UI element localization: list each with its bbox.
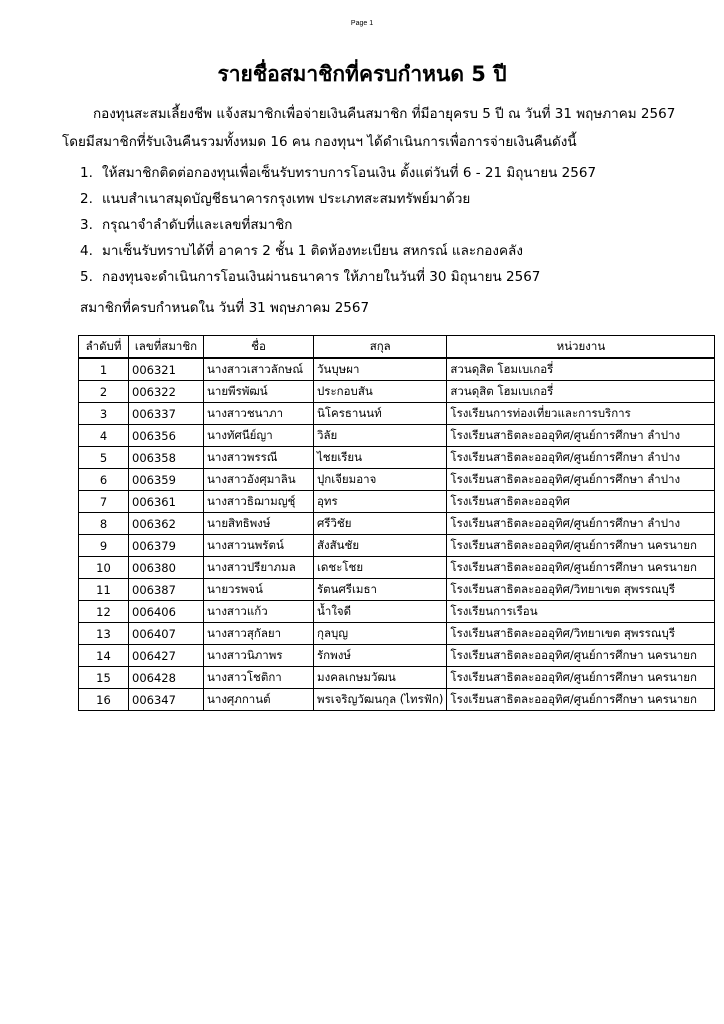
table-row: [79, 513, 715, 535]
cell-last-name: วันบุษผา: [314, 358, 447, 381]
cell-department: โรงเรียนสาธิตละอออุทิศ/วิทยาเขต สุพรรณบุรี: [447, 623, 715, 645]
intro-line: โดยมีสมาชิกที่รับเงินคืนรวมทั้งหมด 16 คน กองทุนฯ ได้ดำเนินการเพื่อการจ่ายเงินคืนดังนี้: [62, 134, 577, 150]
cell-member-id: 006358: [129, 447, 204, 469]
member-table: [78, 335, 715, 711]
cell-member-id: 006406: [129, 601, 204, 623]
table-header-row: [79, 336, 715, 359]
header-last-name: สกุล: [314, 336, 447, 359]
cell-department: โรงเรียนสาธิตละอออุทิศ/ศูนย์การศึกษา ลำปาง: [447, 469, 715, 491]
cell-order: 14: [79, 645, 129, 667]
cell-department: โรงเรียนสาธิตละอออุทิศ/ศูนย์การศึกษา นครนายก: [447, 667, 715, 689]
cell-order: 10: [79, 557, 129, 579]
cell-first-name: นางสาวพรรณี: [204, 447, 314, 469]
cell-last-name: วิลัย: [314, 425, 447, 447]
cell-last-name: ศรีวิชัย: [314, 513, 447, 535]
cell-last-name: เดชะโชย: [314, 557, 447, 579]
cell-order: 4: [79, 425, 129, 447]
cell-first-name: นางทัศนีย์ญา: [204, 425, 314, 447]
cell-last-name: กุลบุญ: [314, 623, 447, 645]
header-department: หน่วยงาน: [447, 336, 715, 359]
cell-member-id: 006347: [129, 689, 204, 711]
cell-first-name: นางสาวนพรัตน์: [204, 535, 314, 557]
cell-member-id: 006356: [129, 425, 204, 447]
table-row: [79, 535, 715, 557]
instruction-list: [80, 160, 596, 290]
table-row: [79, 579, 715, 601]
cell-order: 13: [79, 623, 129, 645]
instruction-item: 1. ให้สมาชิกติดต่อกองทุนเพื่อเซ็นรับทราบการโอนเงิน ตั้งแต่วันที่ 6 - 21 มิถุนายน 2567: [80, 165, 597, 181]
page-title: รายชื่อสมาชิกที่ครบกำหนด 5 ปี: [217, 62, 507, 86]
table-row: [79, 425, 715, 447]
table-row: [79, 667, 715, 689]
cell-member-id: 006337: [129, 403, 204, 425]
cell-department: สวนดุสิต โฮมเบเกอรี่: [447, 358, 715, 381]
header-order: ลำดับที่: [79, 336, 129, 359]
cell-last-name: รัตนศรีเมธา: [314, 579, 447, 601]
cell-last-name: ปุกเจียมอาจ: [314, 469, 447, 491]
cell-member-id: 006379: [129, 535, 204, 557]
cell-first-name: นางศุภกานต์: [204, 689, 314, 711]
cell-department: สวนดุสิต โฮมเบเกอรี่: [447, 381, 715, 403]
instruction-item: 2. แนบสำเนาสมุดบัญชีธนาคารกรุงเทพ ประเภทสะสมทรัพย์มาด้วย: [80, 191, 471, 207]
cell-first-name: นางสาวอังศุมาลิน: [204, 469, 314, 491]
cell-order: 6: [79, 469, 129, 491]
cell-order: 16: [79, 689, 129, 711]
cell-member-id: 006322: [129, 381, 204, 403]
cell-last-name: สังสันชัย: [314, 535, 447, 557]
cell-last-name: น้ำใจดี: [314, 601, 447, 623]
cell-last-name: นิโครธานนท์: [314, 403, 447, 425]
cell-first-name: นายสิทธิพงษ์: [204, 513, 314, 535]
table-row: [79, 623, 715, 645]
cell-member-id: 006321: [129, 358, 204, 381]
cell-member-id: 006362: [129, 513, 204, 535]
cell-first-name: นางสาวสุกัลยา: [204, 623, 314, 645]
cell-member-id: 006407: [129, 623, 204, 645]
cell-member-id: 006427: [129, 645, 204, 667]
cell-department: โรงเรียนการท่องเที่ยวและการบริการ: [447, 403, 715, 425]
cell-member-id: 006428: [129, 667, 204, 689]
cell-department: โรงเรียนสาธิตละอออุทิศ: [447, 491, 715, 513]
table-row: [79, 381, 715, 403]
cell-member-id: 006380: [129, 557, 204, 579]
table-row: [79, 403, 715, 425]
cell-department: โรงเรียนสาธิตละอออุทิศ/ศูนย์การศึกษา นครนายก: [447, 557, 715, 579]
cell-first-name: นายวรพจน์: [204, 579, 314, 601]
cell-order: 3: [79, 403, 129, 425]
cell-first-name: นางสาวแก้ว: [204, 601, 314, 623]
cell-last-name: พรเจริญวัฒนกุล (ไทรฟัก): [314, 689, 447, 711]
table-row: [79, 447, 715, 469]
cell-department: โรงเรียนสาธิตละอออุทิศ/ศูนย์การศึกษา นครนายก: [447, 535, 715, 557]
header-member-id: เลขที่สมาชิก: [129, 336, 204, 359]
cell-department: โรงเรียนสาธิตละอออุทิศ/ศูนย์การศึกษา นครนายก: [447, 645, 715, 667]
intro-line: กองทุนสะสมเลี้ยงชีพ แจ้งสมาชิกเพื่อจ่ายเงินคืนสมาชิก ที่มีอายุครบ 5 ปี ณ วันที่ 31 พฤษภาคม 2567: [93, 106, 676, 122]
cell-last-name: รักพงษ์: [314, 645, 447, 667]
cell-department: โรงเรียนสาธิตละอออุทิศ/ศูนย์การศึกษา ลำปาง: [447, 447, 715, 469]
cell-order: 15: [79, 667, 129, 689]
table-row: [79, 557, 715, 579]
cell-order: 5: [79, 447, 129, 469]
cell-member-id: 006359: [129, 469, 204, 491]
table-row: [79, 645, 715, 667]
cell-department: โรงเรียนการเรือน: [447, 601, 715, 623]
cell-department: โรงเรียนสาธิตละอออุทิศ/ศูนย์การศึกษา ลำปาง: [447, 425, 715, 447]
instruction-item: 4. มาเซ็นรับทราบได้ที่ อาคาร 2 ชั้น 1 ติดห้องทะเบียน สหกรณ์ และกองคลัง: [80, 243, 523, 259]
table-row: [79, 491, 715, 513]
cell-department: โรงเรียนสาธิตละอออุทิศ/ศูนย์การศึกษา นครนายก: [447, 689, 715, 711]
cell-order: 7: [79, 491, 129, 513]
page-number: Page 1: [350, 20, 374, 27]
cell-first-name: นางสาวนิภาพร: [204, 645, 314, 667]
cell-first-name: นางสาวโชติกา: [204, 667, 314, 689]
cell-member-id: 006387: [129, 579, 204, 601]
cell-order: 8: [79, 513, 129, 535]
table-row: [79, 358, 715, 381]
table-row: [79, 469, 715, 491]
cell-order: 9: [79, 535, 129, 557]
header-first-name: ชื่อ: [204, 336, 314, 359]
cell-last-name: อุทร: [314, 491, 447, 513]
cell-first-name: นางสาวธิฌามญชุ์: [204, 491, 314, 513]
cell-order: 11: [79, 579, 129, 601]
cell-member-id: 006361: [129, 491, 204, 513]
cell-order: 12: [79, 601, 129, 623]
instruction-item: 5. กองทุนจะดำเนินการโอนเงินผ่านธนาคาร ให้ภายในวันที่ 30 มิถุนายน 2567: [80, 269, 541, 285]
cell-last-name: มงคลเกษมวัฒน: [314, 667, 447, 689]
table-row: [79, 689, 715, 711]
cell-department: โรงเรียนสาธิตละอออุทิศ/วิทยาเขต สุพรรณบุรี: [447, 579, 715, 601]
cell-first-name: นายพีรพัฒน์: [204, 381, 314, 403]
cell-department: โรงเรียนสาธิตละอออุทิศ/ศูนย์การศึกษา ลำปาง: [447, 513, 715, 535]
cell-order: 2: [79, 381, 129, 403]
cell-order: 1: [79, 358, 129, 381]
cell-first-name: นางสาวปรียาภมล: [204, 557, 314, 579]
table-row: [79, 601, 715, 623]
cell-first-name: นางสาวเสาวลักษณ์: [204, 358, 314, 381]
cell-first-name: นางสาวชนาภา: [204, 403, 314, 425]
cell-last-name: ไชยเรียน: [314, 447, 447, 469]
cell-last-name: ประกอบสัน: [314, 381, 447, 403]
cutoff-date-line: สมาชิกที่ครบกำหนดใน วันที่ 31 พฤษภาคม 2567: [80, 300, 370, 316]
instruction-item: 3. กรุณาจำลำดับที่และเลขที่สมาชิก: [80, 217, 293, 233]
